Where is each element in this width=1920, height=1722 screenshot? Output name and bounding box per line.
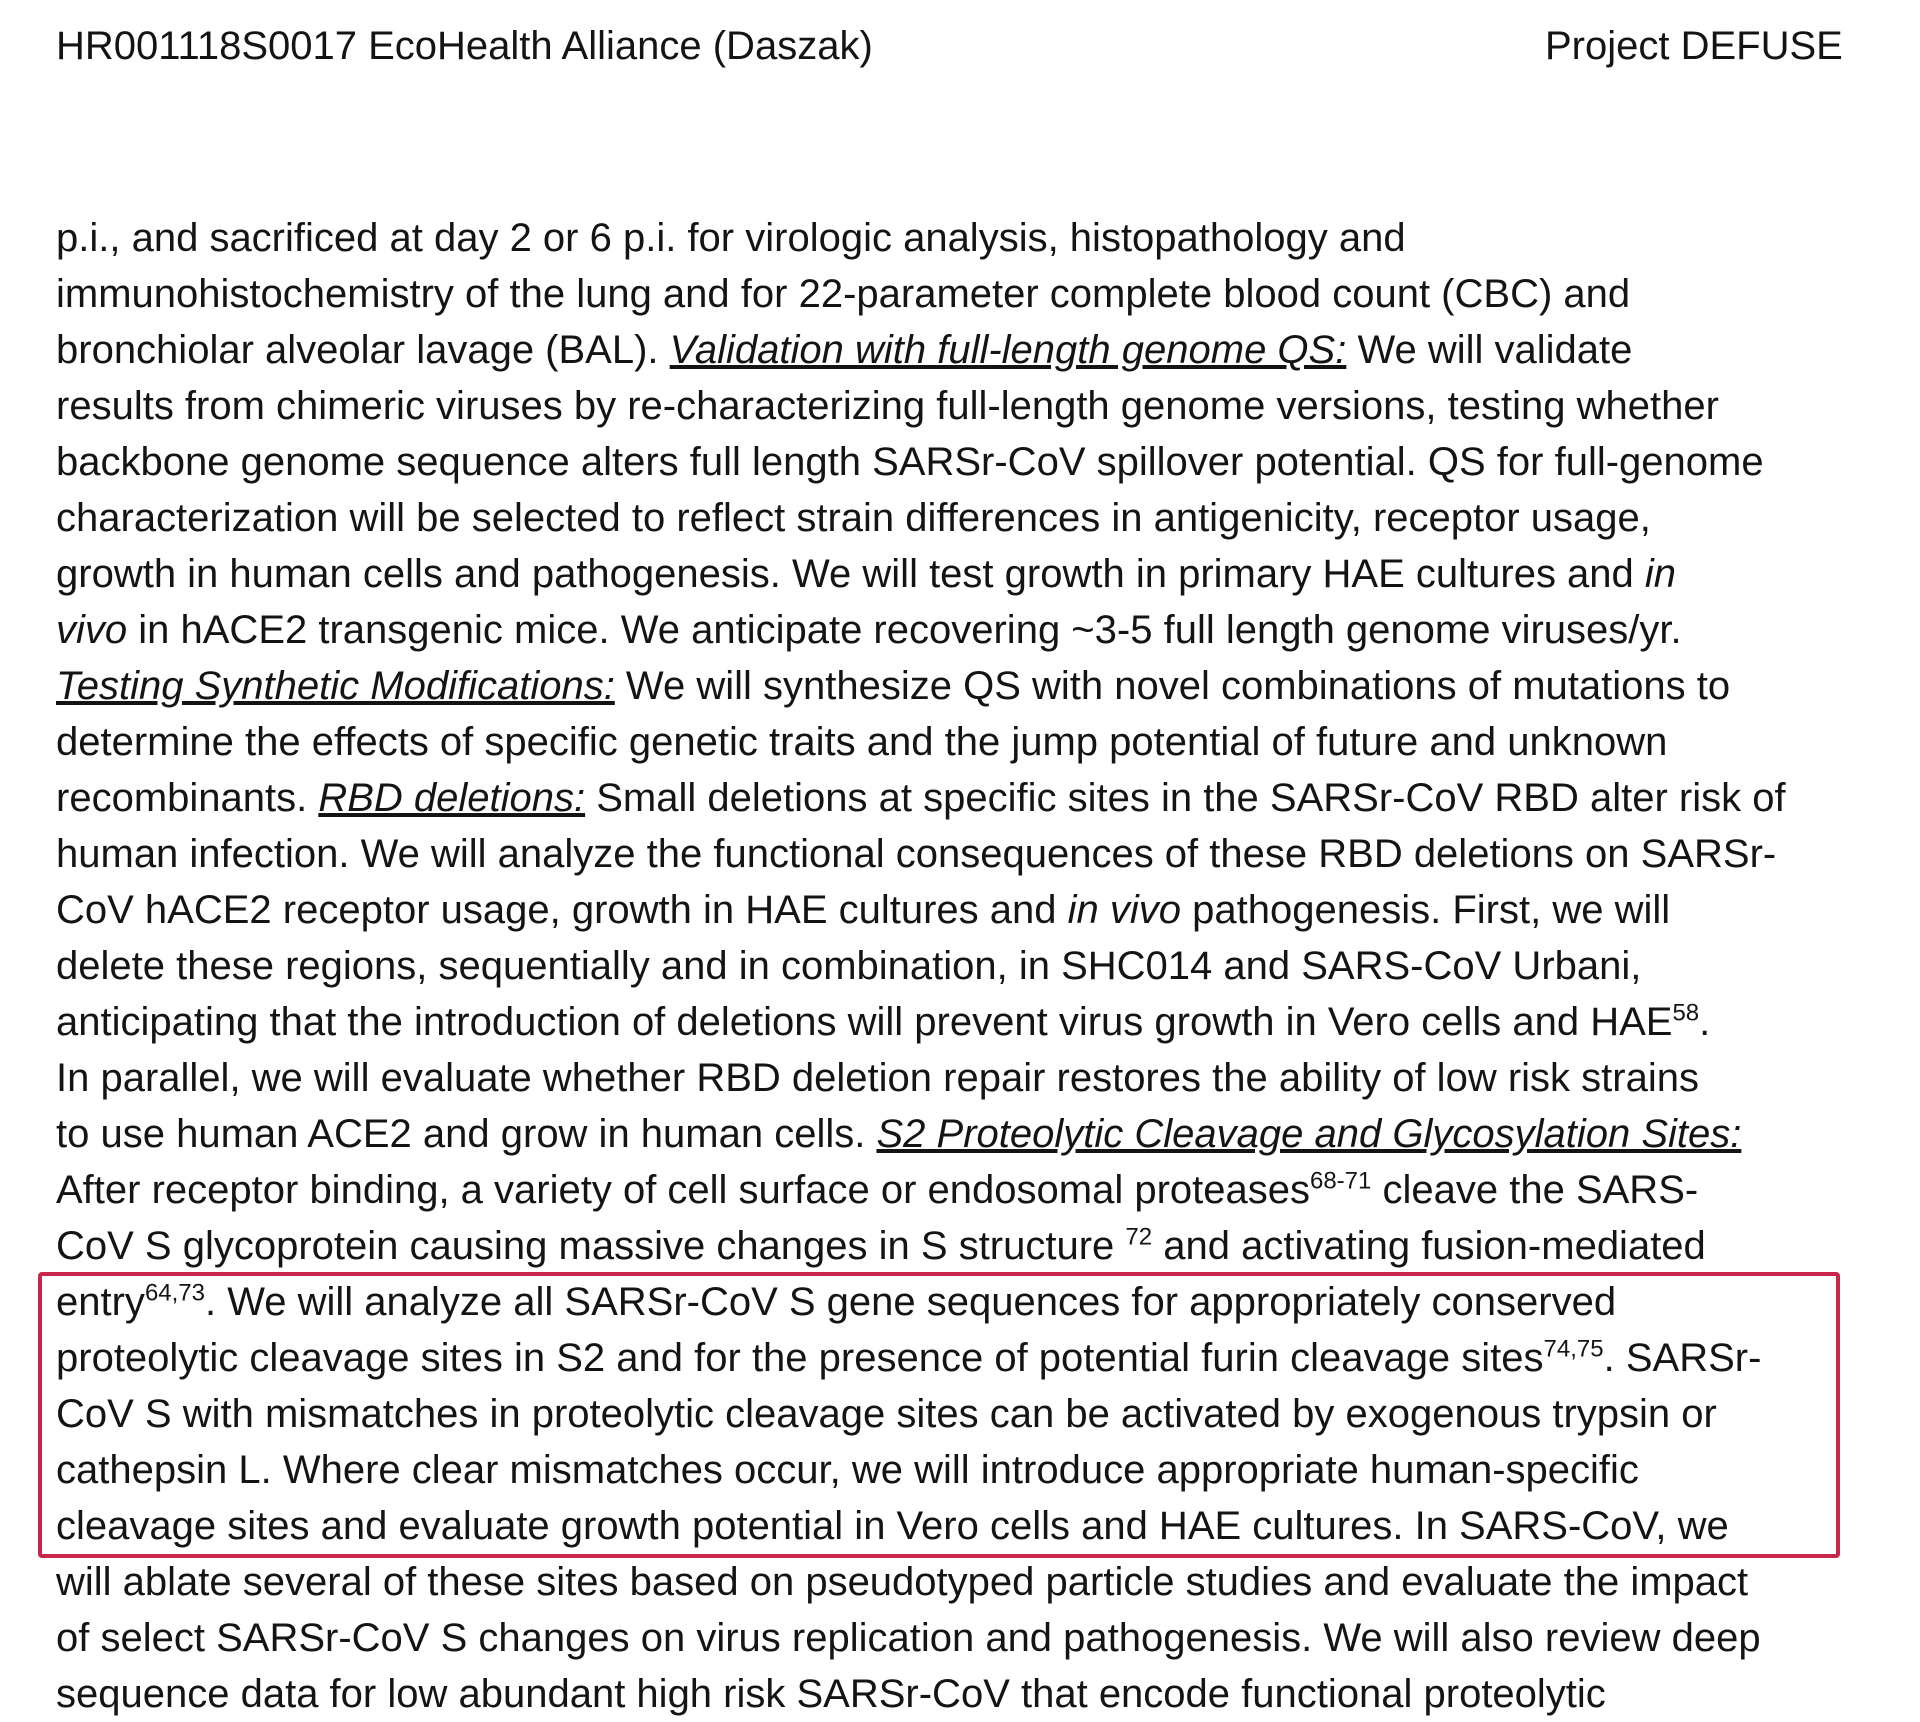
text-segment: of select SARSr-CoV S changes on virus replication and pathogenesis. We will also review deep bbox=[56, 1616, 1761, 1660]
text-segment: We will validate bbox=[1346, 328, 1633, 372]
text-segment: anticipating that the introduction of deletions will prevent virus growth in Vero cells and HAE bbox=[56, 1000, 1673, 1044]
text-segment: . We will analyze all SARSr-CoV S gene sequences for appropriately conserved bbox=[205, 1280, 1617, 1324]
text-segment: cleave the SARS- bbox=[1371, 1168, 1699, 1212]
text-segment: CoV S with mismatches in proteolytic cleavage sites can be activated by exogenous trypsin or bbox=[56, 1392, 1717, 1436]
text-line bbox=[56, 378, 1836, 434]
text-line bbox=[56, 1554, 1836, 1610]
text-line bbox=[56, 602, 1836, 658]
citation-superscript: 68-71 bbox=[1309, 1167, 1372, 1195]
highlight-box bbox=[38, 1272, 1840, 1558]
text-segment: to use human ACE2 and grow in human cells. bbox=[56, 1112, 877, 1156]
text-segment: In parallel, we will evaluate whether RBD deletion repair restores the ability of low risk strains bbox=[56, 1056, 1699, 1100]
header-project-name: Project DEFUSE bbox=[1545, 24, 1843, 68]
text-segment: bronchiolar alveolar lavage (BAL). bbox=[56, 328, 670, 372]
text-line bbox=[56, 546, 1836, 602]
text-segment: in bbox=[1644, 552, 1677, 596]
text-segment: cleavage sites and evaluate growth potential in Vero cells and HAE cultures. In SARS-CoV, we bbox=[56, 1504, 1729, 1548]
text-line bbox=[56, 1218, 1836, 1274]
section-heading-inline: RBD deletions: bbox=[318, 776, 586, 820]
text-segment: backbone genome sequence alters full length SARSr-CoV spillover potential. QS for full-genome bbox=[56, 440, 1764, 484]
citation-superscript: 58 bbox=[1672, 999, 1700, 1027]
text-segment: . SARSr- bbox=[1603, 1336, 1762, 1380]
header-proposal-id: HR001118S0017 EcoHealth Alliance (Daszak) bbox=[56, 24, 873, 68]
text-segment: entry bbox=[56, 1280, 145, 1324]
text-segment: vivo bbox=[56, 608, 128, 652]
text-segment: CoV S glycoprotein causing massive changes in S structure bbox=[56, 1224, 1126, 1268]
text-segment: After receptor binding, a variety of cell surface or endosomal proteases bbox=[56, 1168, 1310, 1212]
text-segment: pathogenesis. First, we will bbox=[1181, 888, 1671, 932]
citation-superscript: 72 bbox=[1125, 1223, 1153, 1251]
text-segment: cathepsin L. Where clear mismatches occur, we will introduce appropriate human-specific bbox=[56, 1448, 1639, 1492]
text-line bbox=[56, 658, 1836, 714]
text-line bbox=[56, 1610, 1836, 1666]
text-line bbox=[56, 882, 1836, 938]
text-line bbox=[56, 1162, 1836, 1218]
text-line bbox=[56, 994, 1836, 1050]
citation-superscript: 74,75 bbox=[1543, 1335, 1604, 1363]
text-line bbox=[56, 1106, 1836, 1162]
text-segment: We will synthesize QS with novel combinations of mutations to bbox=[614, 664, 1731, 708]
text-segment: p.i., and sacrificed at day 2 or 6 p.i. for virologic analysis, histopathology and bbox=[56, 216, 1406, 260]
text-segment: in vivo bbox=[1067, 888, 1182, 932]
text-line bbox=[56, 266, 1836, 322]
text-line bbox=[56, 322, 1836, 378]
text-segment: CoV hACE2 receptor usage, growth in HAE cultures and bbox=[56, 888, 1068, 932]
text-segment: in hACE2 transgenic mice. We anticipate recovering ~3-5 full length genome viruses/yr. bbox=[127, 608, 1682, 652]
text-line bbox=[56, 490, 1836, 546]
section-heading-inline: Testing Synthetic Modifications: bbox=[56, 664, 615, 708]
text-line bbox=[56, 938, 1836, 994]
text-segment: characterization will be selected to reflect strain differences in antigenicity, receptor usage, bbox=[56, 496, 1651, 540]
text-segment: will ablate several of these sites based on pseudotyped particle studies and evaluate the impact bbox=[56, 1560, 1749, 1604]
text-segment: Small deletions at specific sites in the SARSr-CoV RBD alter risk of bbox=[585, 776, 1786, 820]
text-line bbox=[56, 434, 1836, 490]
text-line bbox=[56, 826, 1836, 882]
text-segment: immunohistochemistry of the lung and for 22-parameter complete blood count (CBC) and bbox=[56, 272, 1631, 316]
text-segment: and activating fusion-mediated bbox=[1152, 1224, 1706, 1268]
text-segment: human infection. We will analyze the functional consequences of these RBD deletions on SARSr- bbox=[56, 832, 1777, 876]
text-segment: growth in human cells and pathogenesis. We will test growth in primary HAE cultures and bbox=[56, 552, 1645, 596]
text-segment: . bbox=[1699, 1000, 1711, 1044]
text-segment: determine the effects of specific genetic traits and the jump potential of future and unknown bbox=[56, 720, 1668, 764]
text-segment: recombinants. bbox=[56, 776, 319, 820]
text-line bbox=[56, 1666, 1836, 1722]
citation-superscript: 64,73 bbox=[144, 1279, 205, 1307]
section-heading-inline: S2 Proteolytic Cleavage and Glycosylation Sites: bbox=[876, 1112, 1742, 1156]
text-line bbox=[56, 210, 1836, 266]
text-segment: results from chimeric viruses by re-characterizing full-length genome versions, testing whether bbox=[56, 384, 1719, 428]
section-heading-inline: Validation with full-length genome QS: bbox=[669, 328, 1347, 372]
text-segment: proteolytic cleavage sites in S2 and for the presence of potential furin cleavage sites bbox=[56, 1336, 1544, 1380]
text-segment: sequence data for low abundant high risk SARSr-CoV that encode functional proteolytic bbox=[56, 1672, 1606, 1716]
text-segment: delete these regions, sequentially and in combination, in SHC014 and SARS-CoV Urbani, bbox=[56, 944, 1642, 988]
text-line bbox=[56, 1050, 1836, 1106]
text-line bbox=[56, 714, 1836, 770]
text-line bbox=[56, 770, 1836, 826]
